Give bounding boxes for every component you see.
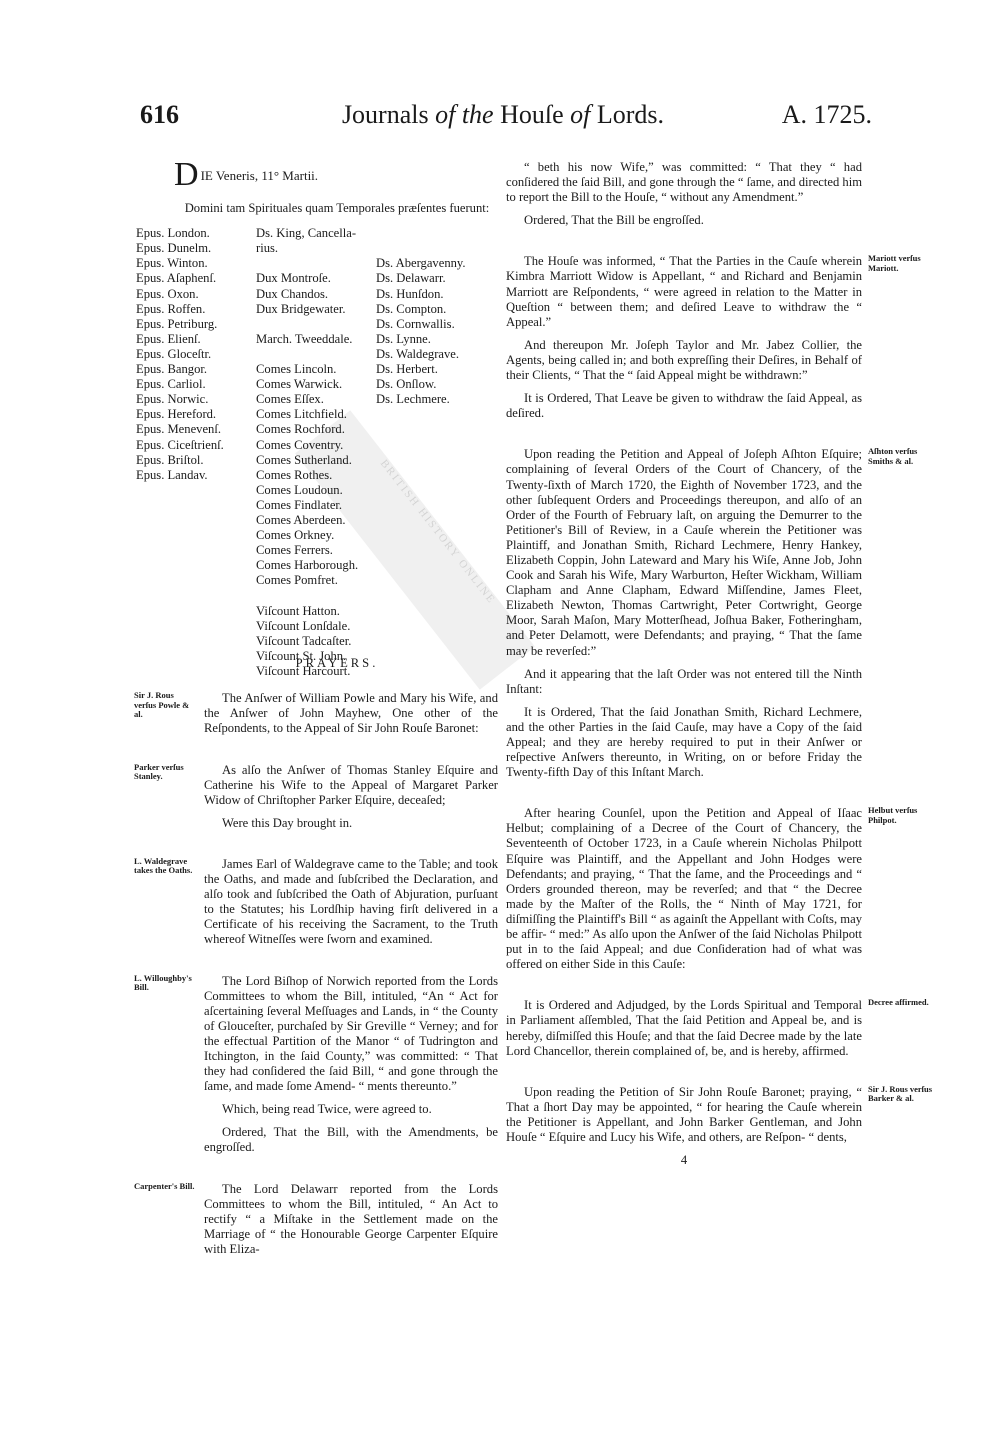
peer-entry [256, 317, 358, 332]
title-of: of [570, 100, 591, 129]
peer-entry: Dux Montroſe. [256, 271, 331, 286]
entry-text: The Houſe was informed, “ That the Parties in the Cauſe wherein Kimbra Marriott Widow is Appellant, “ and Richard and Benjamin Marriott are Reſpondents, “ were agreed in relation to the Matter in Queſtion “ between them; and deſired Leave to withdraw the “ Appeal.” [506, 254, 862, 329]
margin-note: Sir J. Rous verſus Powle & al. [134, 690, 190, 720]
peer-entry: Comes Orkney. [256, 528, 335, 543]
baron-entry: Ds. Waldegrave. [376, 346, 460, 361]
journal-entry [506, 391, 862, 421]
title-house: Houſe [500, 100, 564, 129]
journal-entry [204, 1102, 498, 1117]
bishop-entry: Epus. London. [136, 226, 210, 241]
bishops-list [136, 226, 224, 483]
journal-entry [506, 213, 862, 228]
bishop-entry: Epus. Menevenſ. [136, 422, 221, 437]
page-number: 616 [140, 100, 179, 129]
entry-text: It is Ordered and Adjudged, by the Lords Spiritual and Temporal in Parliament aſſembled, That the ſaid Petition and Appeal be, and is hereby, diſmiſſed this Houſe; and that the ſaid Decree made by the late Lord Chancellor, therein complained of, be, and is hereby, affirmed. [506, 998, 862, 1058]
peer-entry: Dux Chandos. [256, 286, 329, 301]
entry-text: James Earl of Waldegrave came to the Table; and took the Oaths, and made and ſubſcribed the Declaration, and alſo took and ſubſcribed the Oath of Abjuration, purſuant to the Statutes; his Lordſhip having firſt delivered in a Certificate of his receiving the Sacrament, to the Truth whereof Witneſſes were ſworn and examined. [204, 856, 498, 947]
prayers-heading: PRAYERS. [295, 656, 379, 671]
bishop-entry: Epus. Bangor. [136, 362, 208, 377]
peer-entry: Comes Findlater. [256, 497, 343, 512]
bishop-entry: Epus. Ciceſtrienſ. [136, 437, 224, 452]
bishop-entry: Epus. Briſtol. [136, 452, 204, 467]
entry-text: Were this Day brought in. [222, 815, 353, 830]
journal-entry [506, 997, 929, 1058]
watermark: BRITISH HISTORY ONLINE [295, 410, 535, 689]
peer-entry: Comes Litchfield. [256, 407, 347, 422]
entry-text: Upon reading the Petition and Appeal of Joſeph Aſhton Eſquire; complaining of ſeveral Orders of the Court of Chancery, of the Twenty-ſixth of March 1720, the Eighth of November 1723, and the other ſubſequent Orders and Proceedings thereupon, and alſo of an Order of the Fourth of February laſt, on arguing the Demurrer to the Petitioner's Bill of Review, in a Cauſe wherein the Petitioner was Plaintiff, and Jonathan Smith, Richard Lechmere, Henry Hankey, Elizabeth Coppin, John Lateward and Mary his Wiſe, Anne Job, John Cook and Sarah his Wife, Mary Warburton, Heſter Wickham, William Clapham and Anne Clapham, Edward Miſſendine, James Fleet, Elizabeth Newton, Thomas Cartwright, Peter Cortwright, George Moor, Sarah Maſon, Mary Motterſhead, Joſhua Baker, Fotheringham, and Peter Delamott, were Defendants; and praying, “ That the ſame may be reverſed:” [506, 447, 862, 658]
peer-entry: Comes Pomfret. [256, 573, 338, 588]
bishop-entry: Epus. Winton. [136, 256, 208, 271]
bishop-entry: Epus. Oxon. [136, 286, 199, 301]
peer-entry: Ds. King, Cancella- [256, 226, 357, 241]
journal-entry [204, 1125, 498, 1155]
peer-entry: Comes Sutherland. [256, 452, 352, 467]
peer-entry: Comes Loudoun. [256, 482, 343, 497]
peer-entry: Comes Rothes. [256, 467, 333, 482]
baron-entry: Ds. Herbert. [376, 362, 438, 377]
peer-entry: Viſcount Hatton. [256, 603, 340, 618]
journal-entry [506, 160, 862, 205]
entry-gap [136, 839, 498, 857]
peer-entry: Comes Aberdeen. [256, 512, 346, 527]
baron-entry: Ds. Abergavenny. [376, 256, 466, 271]
dropcap: D [174, 156, 199, 193]
baron-entry: Ds. Onſlow. [376, 377, 437, 392]
journal-entry [506, 446, 918, 658]
journal-entry [134, 972, 498, 1095]
entry-text: As alſo the Anſwer of Thomas Stanley Eſquire and Catherine his Wife to the Appeal of Margaret Parker Widow of Chriſtopher Parker Eſquire, deceaſed; [204, 762, 498, 807]
right-column [506, 160, 933, 1168]
peer-entry: Dux Bridgewater. [256, 301, 346, 316]
entry-gap [136, 1164, 498, 1182]
entry-text: Ordered, That the Bill be engroſſed. [524, 213, 704, 228]
entry-gap [506, 429, 862, 447]
entry-text: It is Ordered, That Leave be given to withdraw the ſaid Appeal, as deſired. [506, 391, 862, 421]
baron-entry: Ds. Cornwallis. [376, 316, 455, 331]
entry-text: Ordered, That the Bill, with the Amendments, be engroſſed. [204, 1125, 498, 1155]
peer-entry: Comes Warwick. [256, 377, 343, 392]
entry-gap [136, 745, 498, 763]
peer-entry: Viſcount St. John. [256, 648, 347, 663]
bishop-entry: Epus. Roffen. [136, 301, 206, 316]
baron-entry: Ds. Lynne. [376, 331, 431, 346]
entry-text: The Lord Delawarr reported from the Lords Committees to whom the Bill, intituled, “ An Act to rectify “ a Miſtake in the Settlement made on the Marriage of “ the Honourable George Carpenter Eſquire with Eliza- [204, 1181, 498, 1256]
entry-text: Upon reading the Petition of Sir John Rouſe Baronet; praying, “ That a ſhort Day may be appointed, “ for hearing the Cauſe wherein the Petitioner is Appellant, and John Barker Gentleman, and John Houſe “ Eſquire and Lucy his Wife, and others, are Reſpon- “ dents, [506, 1084, 862, 1144]
baron-entry: Ds. Lechmere. [376, 392, 450, 407]
peer-entry: Comes Lincoln. [256, 362, 337, 377]
peer-entry: Viſcount Lonſdale. [256, 618, 351, 633]
peer-entry: rius. [256, 241, 279, 256]
margin-note: Parker verſus Stanley. [134, 761, 184, 782]
margin-note: Decree affirmed. [868, 997, 929, 1008]
bishop-entry: Epus. Landav. [136, 467, 208, 482]
entry-text: The Anſwer of William Powle and Mary his Wife, and the Anſwer of John Mayhew, One other of the Reſpondents, to the Appeal of Sir John Rouſe Baronet: [204, 691, 498, 736]
peer-entry: March. Tweeddale. [256, 331, 353, 346]
entry-text: “ beth his now Wife,” was committed: “ That they “ had conſidered the ſaid Bill, and gone through the “ ſame, and directed him to report the Bill to the Houſe, “ without any Amendment.” [506, 160, 863, 205]
margin-note: Aſhton verſus Smiths & al. [868, 446, 918, 466]
peer-entry: Comes Coventry. [256, 437, 344, 452]
domini-heading: Domini tam Spirituales quam Temporales præſentes fuerunt: [184, 201, 490, 216]
journal-entry [506, 338, 862, 383]
entry-gap [506, 236, 862, 254]
entry-text: And thereupon Mr. Joſeph Taylor and Mr. Jabez Collier, the Agents, being called in; and both expreſſing their Deſires, in Behalf of their Clients, “ That the “ ſaid Appeal might be withdrawn:” [506, 337, 862, 383]
bishop-entry: Epus. Petriburg. [136, 316, 218, 331]
sitting-heading [136, 156, 498, 193]
peer-entry [256, 256, 358, 271]
entry-text: Which, being read Twice, were agreed to. [222, 1102, 432, 1117]
journal-entry [134, 1180, 498, 1257]
bishop-entry: Epus. Aſaphenſ. [136, 271, 217, 286]
right-entries [506, 160, 933, 1145]
peer-entry [256, 588, 358, 603]
baron-entry [376, 241, 466, 256]
baron-entry: Ds. Hunſdon. [376, 286, 444, 301]
journal-entry [134, 761, 498, 808]
peer-entry: Comes Harborough. [256, 558, 359, 573]
bishop-entry: Epus. Dunelm. [136, 241, 212, 256]
journal-entry [134, 855, 498, 948]
bishop-entry: Epus. Carliol. [136, 377, 206, 392]
bishop-entry: Epus. Elienſ. [136, 331, 201, 346]
left-column [134, 156, 498, 1265]
journal-entry [506, 705, 862, 780]
peer-entry: Comes Eſſex. [256, 392, 324, 407]
entry-text: It is Ordered, That the ſaid Jonathan Smith, Richard Lechmere, and the other Parties in the ſaid Cauſe, may have a Copy of the ſaid Appeal; and they are hereby required to put in their Anſwer or reſpective Anſwers thereunto, in Writing, on or before Friday the Twenty-fifth Day of this Inſtant March. [506, 704, 862, 780]
journal-entry [506, 1083, 933, 1145]
margin-note: Carpenter's Bill. [134, 1180, 195, 1191]
peers-list [256, 226, 358, 679]
baron-entry: Ds. Compton. [376, 301, 447, 316]
journal-entry [506, 805, 918, 972]
baron-entry [376, 226, 466, 241]
peer-entry: Comes Ferrers. [256, 543, 333, 558]
year: A. 1725. [781, 100, 872, 129]
entry-gap [506, 980, 862, 998]
peer-entry: Viſcount Tadcaſter. [256, 633, 352, 648]
barons-list [376, 226, 466, 407]
margin-note: L. Willoughby's Bill. [134, 972, 192, 992]
journal-entry [134, 690, 498, 736]
entry-text: And it appearing that the laſt Order was not entered till the Ninth Inſtant: [506, 666, 862, 696]
sitting-day: IE Veneris, 11° Martii. [200, 168, 319, 183]
left-entries [136, 691, 498, 1257]
peer-entry: Viſcount Harcourt. [256, 663, 351, 678]
peer-entry: Comes Rochford. [256, 422, 345, 437]
running-title [338, 100, 668, 130]
signature-mark: 4 [680, 1153, 688, 1168]
entry-text: After hearing Counſel, upon the Petition and Appeal of Iſaac Helbut; complaining of a Decree of the Court of Chancery, the Seventeenth of October 1723, in a Cauſe wherein Nicholas Philpott Eſquire was Plaintiff, and the Appellant and John Hodges were Defendants; and praying, “ That the ſame, and the Proceedings and “ Orders grounded thereon, may be reverſed; and that “ the Decree made by the Maſter of the Rolls, the “ Ninth of May 1721, for diſmiſſing the Plaintiff's Bill “ as againſt the Appellant with Coſts, may be affir- “ med:” As alſo upon the Anſwer of the ſaid Nicholas Philpott put in to the ſaid Appeal; and due Conſideration had of what was offered on either Side in this Cauſe: [506, 806, 862, 972]
margin-note: Sir J. Rous verſus Barker & al. [868, 1083, 933, 1104]
entry-gap [506, 788, 862, 806]
peer-entry [256, 347, 358, 362]
entry-text: The Lord Biſhop of Norwich reported from the Lords Committees to whom the Bill, intituled, “An “ Act for aſcertaining ſeveral Meſſuages and Lands, in “ the County of Glouceſter, purchaſed by Sir Greville “ Verney; and for the effectual Partition of the Manor “ of Tudrington and Itchington, in the ſaid County,” was committed: “ That they had conſidered the ſaid Bill, “ and gone through the ſame, and made ſome Amend- “ ments thereunto.” [204, 973, 498, 1094]
margin-note: Helbut verſus Philpot. [868, 805, 918, 825]
bishop-entry: Epus. Norwic. [136, 392, 209, 407]
journal-entry [506, 667, 862, 697]
margin-note: L. Waldegrave takes the Oaths. [134, 855, 193, 876]
journal-entry [506, 253, 921, 329]
bishop-entry: Epus. Hereford. [136, 407, 217, 422]
baron-entry: Ds. Delawarr. [376, 271, 446, 286]
entry-gap [136, 956, 498, 974]
title-lords: Lords. [596, 100, 665, 129]
margin-note: Mariott verſus Mariott. [868, 253, 921, 273]
title-of-the: of the [435, 100, 494, 129]
entry-gap [506, 1067, 862, 1085]
bishop-entry: Epus. Gloceſtr. [136, 346, 212, 361]
journal-entry [204, 816, 498, 831]
title-journals: Journals [341, 100, 429, 129]
